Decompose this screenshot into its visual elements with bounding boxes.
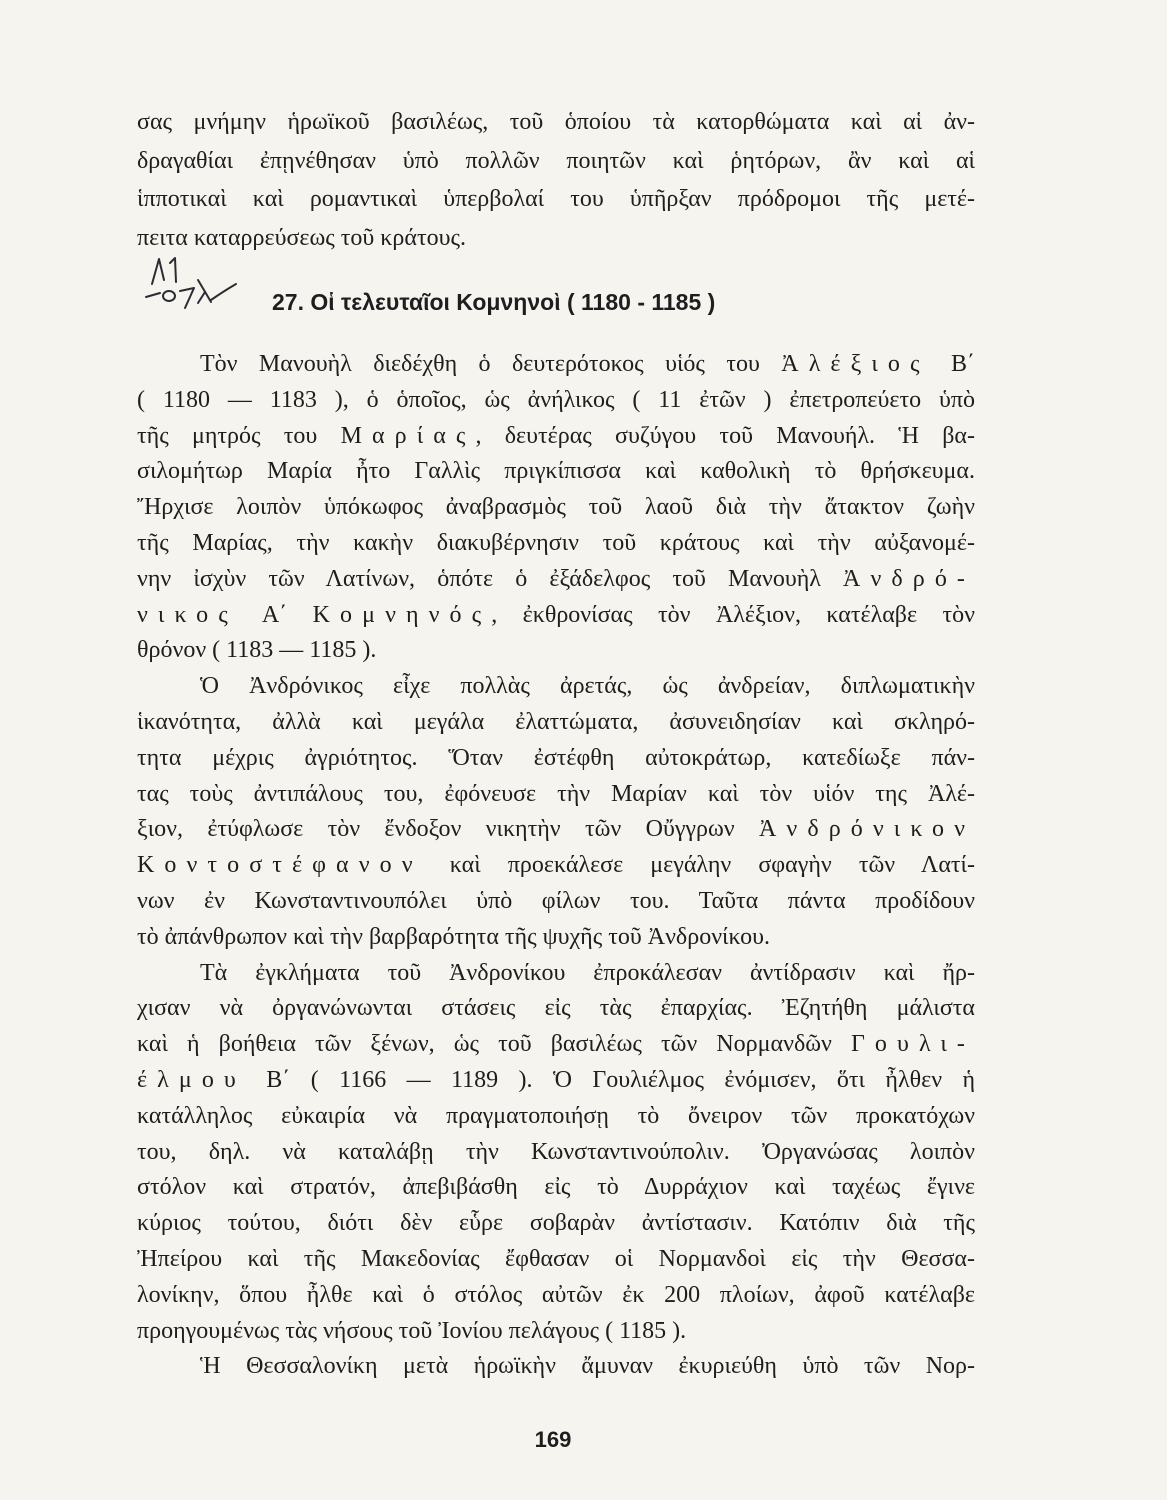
text-line: θρόνον ( 1183 — 1185 ). bbox=[137, 637, 377, 664]
spaced-emphasis: Ἀλέξιος bbox=[781, 351, 930, 377]
spaced-emphasis: Κοντοστέφανον bbox=[137, 852, 423, 879]
paragraph bbox=[137, 669, 975, 955]
section-number: 27. bbox=[272, 289, 304, 315]
text-segment: νην ἰσχὺν τῶν Λατίνων, ὁπότε ὁ ἐξάδελφος τοῦ Μανουὴλ bbox=[137, 565, 844, 592]
text-segment: Τὸν Μανουὴλ διεδέχθη ὁ δευτερότοκος υἱός του bbox=[200, 351, 782, 377]
paragraph bbox=[137, 956, 975, 1350]
text-line bbox=[137, 562, 975, 598]
text-line: τας τοὺς ἀντιπάλους του, ἐφόνευσε τὴν Μαρίαν καὶ τὸν υἱόν της Ἀλέ- bbox=[137, 780, 975, 807]
ink-stroke bbox=[146, 293, 160, 297]
spaced-emphasis: Ἀνδρόνικον bbox=[759, 816, 975, 843]
text-segment: Α΄ bbox=[237, 601, 313, 628]
text-segment: Β΄ bbox=[929, 351, 975, 377]
text-line: σας μνήμην ἡρωϊκοῦ βασιλέως, τοῦ ὁποίου τὰ κατορθώματα καὶ αἱ ἀν- bbox=[137, 109, 975, 135]
ink-stroke bbox=[152, 259, 164, 284]
spaced-emphasis: Μαρίας bbox=[340, 422, 476, 449]
text-segment: , δευτέρας συζύγου τοῦ Μανουήλ. Ἡ βα- bbox=[475, 422, 975, 449]
section-dates: ( 1180 - 1185 ) bbox=[566, 289, 716, 315]
text-line bbox=[137, 848, 975, 884]
ink-stroke bbox=[163, 291, 175, 301]
text-line: κατάλληλος εὐκαιρία νὰ πραγματοποιήσῃ τὸ ὄνειρον τῶν προκατόχων bbox=[137, 1102, 975, 1129]
text-line bbox=[137, 1027, 975, 1063]
spaced-emphasis: Κομνηνός bbox=[312, 601, 492, 628]
text-line: ἱπποτικαὶ καὶ ρομαντικαὶ ὑπερβολαί του ὑπῆρξαν πρόδρομοι τῆς μετέ- bbox=[137, 186, 975, 212]
text-line: λονίκην, ὅπου ἦλθε καὶ ὁ στόλος αὐτῶν ἐκ 200 πλοίων, ἀφοῦ κατέλαβε bbox=[137, 1281, 975, 1308]
text-line: στόλον καὶ στρατόν, ἀπεβιβάσθη εἰς τὸ Δυρράχιον καὶ ταχέως ἔγινε bbox=[137, 1174, 975, 1201]
page-number: 169 bbox=[534, 1427, 572, 1452]
text-segment: , ἐκθρονίσας τὸν Ἀλέξιον, κατέλαβε τὸν bbox=[491, 601, 976, 628]
text-line bbox=[137, 419, 975, 455]
text-line: τῆς Μαρίας, τὴν κακὴν διακυβέρνησιν τοῦ κράτους καὶ τὴν αὐξανομέ- bbox=[137, 529, 975, 556]
text-line bbox=[137, 812, 975, 848]
section-title: Οἱ τελευταῖοι Κομνηνοὶ bbox=[310, 289, 561, 315]
intro-paragraph bbox=[137, 103, 975, 257]
section-heading bbox=[272, 284, 715, 320]
text-line: τὸ ἀπάνθρωπον καὶ τὴν βαρβαρότητα τῆς ψυχῆς τοῦ Ἀνδρονίκου. bbox=[137, 923, 770, 950]
text-segment: ξιον, ἐτύφλωσε τὸν ἔνδοξον νικητὴν τῶν Οὔγγρων bbox=[137, 816, 759, 843]
text-line: προηγουμένως τὰς νήσους τοῦ Ἰονίου πελάγους ( 1185 ). bbox=[137, 1317, 687, 1344]
ink-stroke bbox=[180, 288, 194, 308]
spaced-emphasis: έλμου bbox=[137, 1066, 246, 1093]
paragraph bbox=[137, 1349, 975, 1385]
spaced-emphasis: Γουλι- bbox=[850, 1031, 975, 1058]
text-line: Τὰ ἐγκλήματα τοῦ Ἀνδρονίκου ἐπροκάλεσαν ἀντίδρασιν καὶ ἤρ- bbox=[200, 959, 975, 986]
text-line: ( 1180 — 1183 ), ὁ ὁποῖος, ὡς ἀνήλικος ( 11 ἐτῶν ) ἐπετροπεύετο ὑπὸ bbox=[137, 386, 975, 413]
ink-stroke bbox=[170, 258, 176, 282]
spaced-emphasis: νικος bbox=[137, 601, 238, 628]
text-line: του, δηλ. νὰ καταλάβῃ τὴν Κωνσταντινούπολιν. Ὀργανώσας λοιπὸν bbox=[137, 1138, 975, 1165]
text-line: κύριος τούτου, διότι δὲν εὗρε σοβαρὰν ἀντίστασιν. Κατόπιν διὰ τῆς bbox=[137, 1210, 975, 1237]
handwritten-annotation bbox=[140, 250, 250, 315]
text-line: σιλομήτωρ Μαρία ἦτο Γαλλὶς πριγκίπισσα καὶ καθολικὴ τὸ θρήσκευμα. bbox=[137, 458, 975, 485]
text-line: δραγαθίαι ἐπῃνέθησαν ὑπὸ πολλῶν ποιητῶν καὶ ῥητόρων, ἂν καὶ αἱ bbox=[137, 147, 975, 174]
text-line bbox=[137, 1063, 975, 1099]
text-line: χισαν νὰ ὀργανώνωνται στάσεις εἰς τὰς ἐπαρχίας. Ἐζητήθη μάλιστα bbox=[137, 995, 975, 1022]
text-line: ἱκανότητα, ἀλλὰ καὶ μεγάλα ἐλαττώματα, ἀσυνειδησίαν καὶ σκληρό- bbox=[137, 708, 975, 735]
text-line: νων ἐν Κωνσταντινουπόλει ὑπὸ φίλων του. Ταῦτα πάντα προδίδουν bbox=[137, 887, 975, 914]
text-segment: καὶ προεκάλεσε μεγάλην σφαγὴν τῶν Λατί- bbox=[422, 852, 975, 879]
text-line bbox=[137, 347, 975, 383]
ink-stroke bbox=[198, 292, 205, 303]
text-line: Ἡ Θεσσαλονίκη μετὰ ἡρωϊκὴν ἄμυναν ἐκυριεύθη ὑπὸ τῶν Νορ- bbox=[200, 1353, 975, 1380]
text-line: πειτα καταρρεύσεως τοῦ κράτους. bbox=[137, 224, 466, 251]
text-line: τητα μέχρις ἀγριότητος. Ὅταν ἐστέφθη αὐτοκράτωρ, κατεδίωξε πάν- bbox=[137, 744, 975, 771]
text-line: Ἤρχισε λοιπὸν ὑπόκωφος ἀναβρασμὸς τοῦ λαοῦ διὰ τὴν ἄτακτον ζωὴν bbox=[137, 494, 975, 521]
text-segment: Β΄ ( 1166 — 1189 ). Ὁ Γουλιέλμος ἐνόμισεν, ὅτι ἦλθεν ἡ bbox=[245, 1066, 975, 1093]
spaced-emphasis: Ἀνδρό- bbox=[843, 565, 975, 592]
ink-stroke bbox=[211, 284, 236, 300]
text-line: Ἠπείρου καὶ τῆς Μακεδονίας ἔφθασαν οἱ Νορμανδοὶ εἰς τὴν Θεσσα- bbox=[137, 1245, 975, 1272]
text-segment: καὶ ἡ βοήθεια τῶν ξένων, ὡς τοῦ βασιλέως τῶν Νορμανδῶν bbox=[137, 1031, 851, 1058]
section-body bbox=[137, 347, 975, 1385]
text-segment: τῆς μητρός του bbox=[137, 422, 341, 449]
text-line bbox=[137, 598, 975, 634]
text-line: Ὁ Ἀνδρόνικος εἶχε πολλὰς ἀρετάς, ὡς ἀνδρείαν, διπλωματικὴν bbox=[200, 673, 975, 700]
paragraph bbox=[137, 347, 975, 669]
